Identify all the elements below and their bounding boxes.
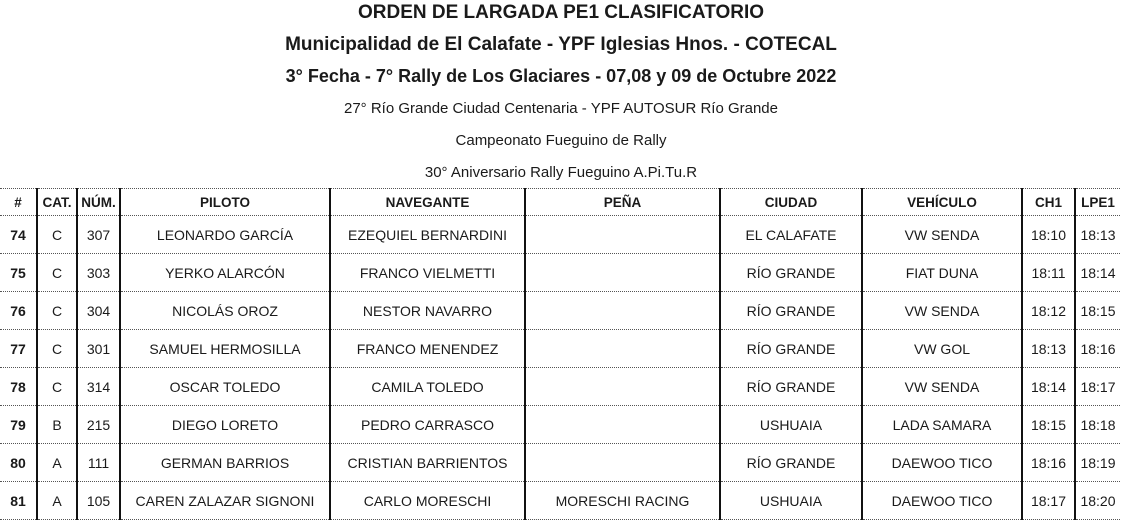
subtitle-line-4: 27° Río Grande Ciudad Centenaria - YPF AUTOSUR Río Grande (344, 100, 778, 117)
cell-ch1: 18:11 (1022, 254, 1075, 292)
cell-city: RÍO GRANDE (720, 254, 862, 292)
cell-category: C (37, 254, 77, 292)
cell-team (525, 444, 720, 482)
cell-team (525, 292, 720, 330)
cell-team (525, 368, 720, 406)
cell-navigator: CRISTIAN BARRIENTOS (330, 444, 525, 482)
cell-vehicle: VW SENDA (862, 368, 1022, 406)
cell-number: 80 (0, 444, 37, 482)
cell-navigator: CARLO MORESCHI (330, 482, 525, 520)
cell-city: RÍO GRANDE (720, 368, 862, 406)
cell-pilot: SAMUEL HERMOSILLA (120, 330, 330, 368)
cell-category: C (37, 292, 77, 330)
table-row (0, 216, 1120, 254)
column-header-category: CAT. (37, 189, 77, 216)
cell-ch1: 18:16 (1022, 444, 1075, 482)
cell-navigator: FRANCO MENENDEZ (330, 330, 525, 368)
cell-number: 77 (0, 330, 37, 368)
cell-navigator: PEDRO CARRASCO (330, 406, 525, 444)
cell-pilot: GERMAN BARRIOS (120, 444, 330, 482)
cell-city: RÍO GRANDE (720, 330, 862, 368)
table-row (0, 330, 1120, 368)
cell-number: 78 (0, 368, 37, 406)
cell-city: RÍO GRANDE (720, 292, 862, 330)
cell-navigator: CAMILA TOLEDO (330, 368, 525, 406)
column-header-lpe1: LPE1 (1075, 189, 1120, 216)
column-header-ch1: CH1 (1022, 189, 1075, 216)
cell-ch1: 18:15 (1022, 406, 1075, 444)
cell-category: A (37, 482, 77, 520)
subtitle-event-date: 3° Fecha - 7° Rally de Los Glaciares - 07,08 y 09 de Octubre 2022 (285, 66, 837, 86)
cell-car-number: 105 (77, 482, 120, 520)
subtitle-organizers: Municipalidad de El Calafate - YPF Iglesias Hnos. - COTECAL (285, 34, 837, 55)
cell-category: C (37, 330, 77, 368)
cell-ch1: 18:17 (1022, 482, 1075, 520)
cell-category: C (37, 368, 77, 406)
cell-car-number: 215 (77, 406, 120, 444)
cell-lpe1: 18:18 (1075, 406, 1120, 444)
cell-number: 74 (0, 216, 37, 254)
cell-number: 81 (0, 482, 37, 520)
cell-vehicle: VW SENDA (862, 292, 1022, 330)
cell-lpe1: 18:16 (1075, 330, 1120, 368)
column-header-car-number: NÚM. (77, 189, 120, 216)
cell-number: 76 (0, 292, 37, 330)
cell-navigator: FRANCO VIELMETTI (330, 254, 525, 292)
cell-vehicle: VW SENDA (862, 216, 1022, 254)
subtitle-line-6: 30° Aniversario Rally Fueguino A.Pi.Tu.R (424, 164, 698, 181)
cell-city: USHUAIA (720, 406, 862, 444)
cell-city: RÍO GRANDE (720, 444, 862, 482)
cell-team (525, 254, 720, 292)
table-header-row (0, 189, 1120, 216)
cell-lpe1: 18:17 (1075, 368, 1120, 406)
cell-city: USHUAIA (720, 482, 862, 520)
cell-ch1: 18:10 (1022, 216, 1075, 254)
cell-vehicle: DAEWOO TICO (862, 482, 1022, 520)
cell-vehicle: VW GOL (862, 330, 1022, 368)
column-header-city: CIUDAD (720, 189, 862, 216)
cell-vehicle: LADA SAMARA (862, 406, 1022, 444)
cell-category: C (37, 216, 77, 254)
column-header-navigator: NAVEGANTE (330, 189, 525, 216)
table-row (0, 368, 1120, 406)
cell-number: 79 (0, 406, 37, 444)
column-header-number: # (0, 189, 37, 216)
cell-car-number: 303 (77, 254, 120, 292)
cell-lpe1: 18:20 (1075, 482, 1120, 520)
cell-ch1: 18:12 (1022, 292, 1075, 330)
cell-city: EL CALAFATE (720, 216, 862, 254)
cell-navigator: NESTOR NAVARRO (330, 292, 525, 330)
column-header-team: PEÑA (525, 189, 720, 216)
cell-pilot: OSCAR TOLEDO (120, 368, 330, 406)
cell-pilot: DIEGO LORETO (120, 406, 330, 444)
cell-team (525, 330, 720, 368)
cell-category: B (37, 406, 77, 444)
column-header-vehicle: VEHÍCULO (862, 189, 1022, 216)
cell-car-number: 314 (77, 368, 120, 406)
cell-navigator: EZEQUIEL BERNARDINI (330, 216, 525, 254)
cell-category: A (37, 444, 77, 482)
cell-team (525, 216, 720, 254)
subtitle-line-5: Campeonato Fueguino de Rally (455, 132, 667, 149)
table-row (0, 482, 1120, 520)
cell-team: MORESCHI RACING (525, 482, 720, 520)
cell-lpe1: 18:13 (1075, 216, 1120, 254)
cell-team (525, 406, 720, 444)
cell-lpe1: 18:15 (1075, 292, 1120, 330)
cell-vehicle: DAEWOO TICO (862, 444, 1022, 482)
table-row (0, 292, 1120, 330)
cell-pilot: CAREN ZALAZAR SIGNONI (120, 482, 330, 520)
cell-number: 75 (0, 254, 37, 292)
cell-lpe1: 18:14 (1075, 254, 1120, 292)
cell-pilot: NICOLÁS OROZ (120, 292, 330, 330)
cell-car-number: 301 (77, 330, 120, 368)
cell-car-number: 304 (77, 292, 120, 330)
document-title: ORDEN DE LARGADA PE1 CLASIFICATORIO (357, 2, 765, 23)
table-row (0, 406, 1120, 444)
cell-lpe1: 18:19 (1075, 444, 1120, 482)
table-row (0, 444, 1120, 482)
column-header-pilot: PILOTO (120, 189, 330, 216)
cell-ch1: 18:13 (1022, 330, 1075, 368)
cell-ch1: 18:14 (1022, 368, 1075, 406)
cell-car-number: 111 (77, 444, 120, 482)
cell-vehicle: FIAT DUNA (862, 254, 1022, 292)
cell-pilot: LEONARDO GARCÍA (120, 216, 330, 254)
table-row (0, 254, 1120, 292)
start-order-table (0, 188, 1120, 520)
cell-pilot: YERKO ALARCÓN (120, 254, 330, 292)
cell-car-number: 307 (77, 216, 120, 254)
